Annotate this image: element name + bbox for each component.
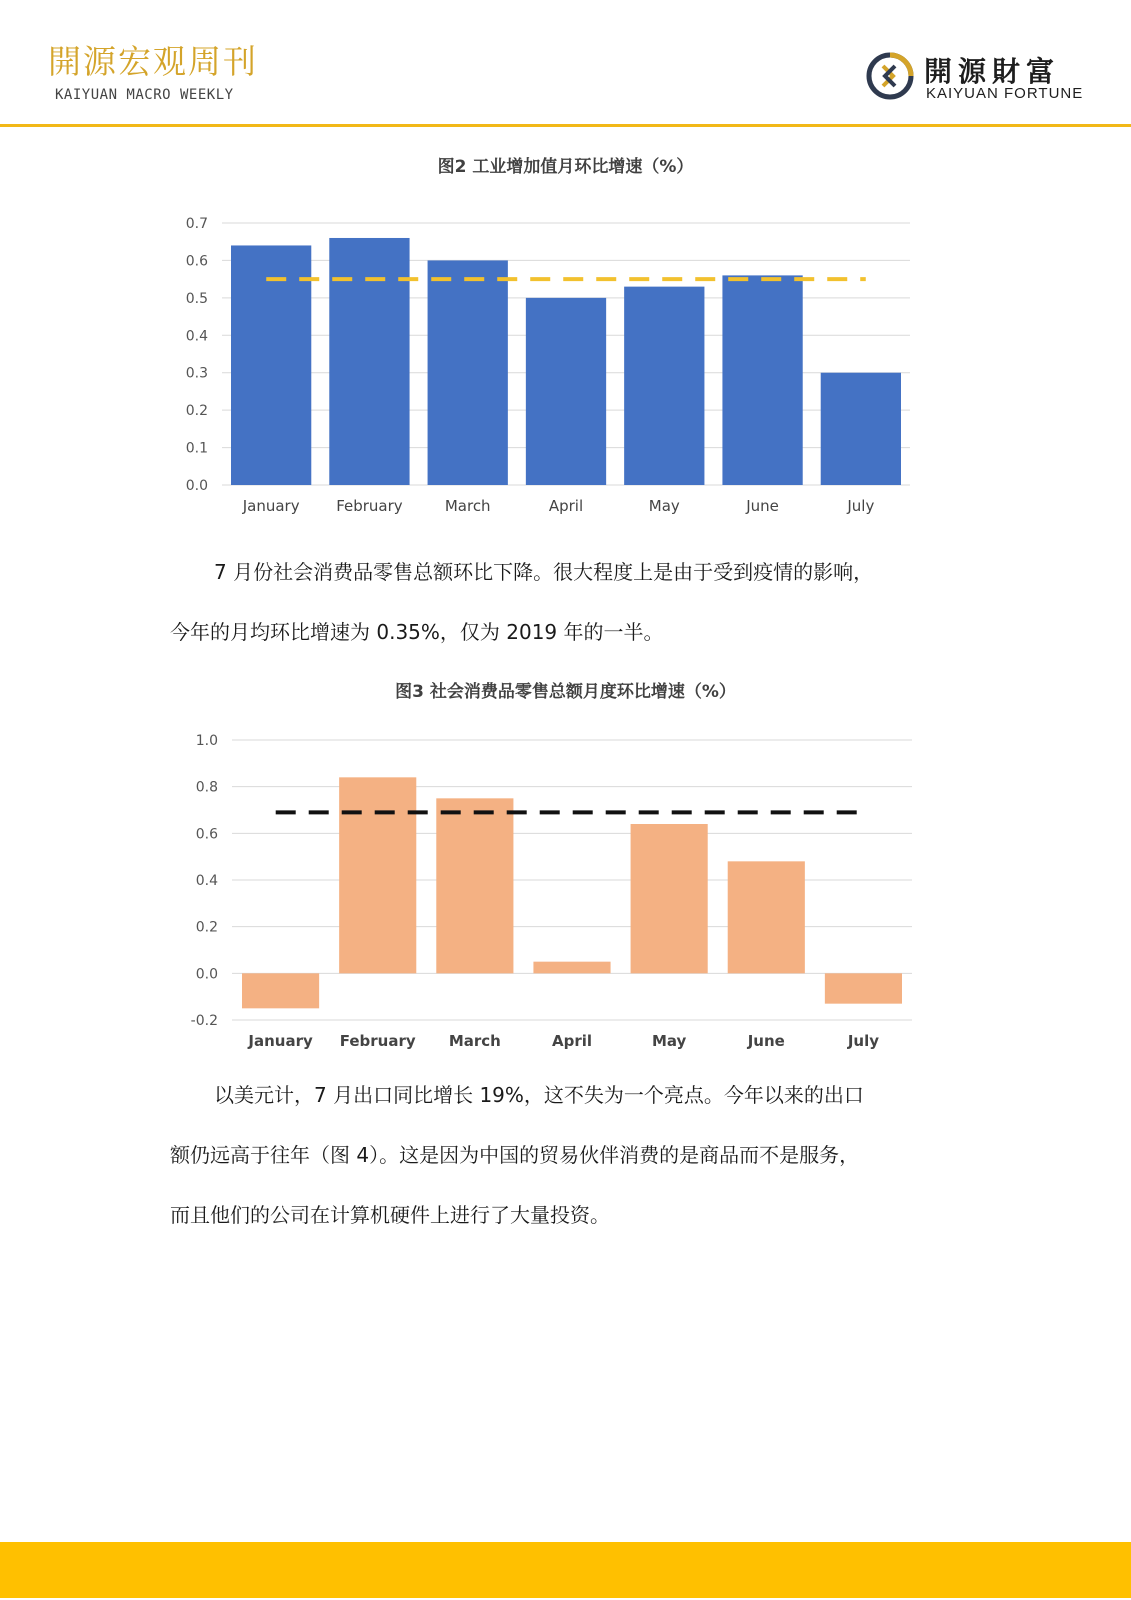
fig3-xtick-label: March <box>448 1032 501 1050</box>
fig2-ytick-label: 0.6 <box>185 253 208 270</box>
fig3-ytick-label: 0.4 <box>195 873 218 889</box>
fig2-ytick-label: 0.4 <box>185 328 208 345</box>
fig2-xtick-label: February <box>336 497 403 515</box>
fig3-ytick-label: -0.2 <box>190 1013 218 1029</box>
fig2-ytick-label: 0.5 <box>185 290 208 307</box>
fig3-xtick-label: June <box>747 1032 785 1050</box>
fig3-ytick-label: 0.0 <box>195 966 218 983</box>
fig2-xtick-label: April <box>548 497 584 515</box>
fig3-bar <box>631 824 708 973</box>
fig3-bar <box>436 798 513 973</box>
fig3-xtick-label: April <box>551 1032 593 1050</box>
figure2-chart <box>150 195 930 529</box>
header-divider <box>0 124 1131 127</box>
figure3-title: 图3 社会消费品零售总额月度环比增速（%） <box>395 682 736 702</box>
publication-title: 開源宏观周刊 <box>48 42 258 81</box>
fig2-xtick-label: May <box>648 497 680 515</box>
figure3-chart <box>150 720 930 1064</box>
paragraph-exports <box>170 1065 960 1245</box>
figure3-svg <box>150 720 930 1060</box>
fig3-ytick-label: 1.0 <box>195 733 218 749</box>
fig3-ytick-label: 0.2 <box>195 919 218 936</box>
fig3-xtick-label: January <box>248 1032 313 1050</box>
fig3-xtick-label: July <box>847 1032 880 1050</box>
fig3-bar <box>242 973 319 1008</box>
fig2-ytick-label: 0.1 <box>185 440 208 457</box>
fig3-xtick-label: February <box>339 1032 416 1050</box>
fig2-bar <box>329 238 409 485</box>
page-header <box>0 0 1131 126</box>
fig2-xtick-label: March <box>444 497 491 515</box>
fig2-bar <box>821 373 901 485</box>
fig2-xtick-label: January <box>242 497 300 515</box>
fig2-bar <box>624 287 704 485</box>
kaiyuan-logo-icon <box>866 52 914 100</box>
footer-bar <box>0 1542 1131 1598</box>
fig3-xtick-label: May <box>651 1032 687 1050</box>
fig3-ytick-label: 0.8 <box>195 779 218 796</box>
company-name-en: KAIYUAN FORTUNE <box>926 85 1084 102</box>
fig3-ytick-label: 0.6 <box>195 826 218 843</box>
fig2-ytick-label: 0.2 <box>185 403 208 420</box>
company-name-cn: 開源財富 <box>924 55 1061 88</box>
fig3-bar <box>825 973 902 1003</box>
paragraph-line: 今年的月均环比增速为 0.35%，仅为 2019 年的一半。 <box>170 620 664 644</box>
paragraph-line: 以美元计，7 月出口同比增长 19%，这不失为一个亮点。今年以来的出口 <box>214 1083 864 1107</box>
figure2-svg <box>150 195 930 525</box>
fig2-bar <box>231 245 311 485</box>
fig2-xtick-label: July <box>847 497 875 515</box>
fig3-bar <box>728 861 805 973</box>
fig2-bar <box>428 260 508 485</box>
fig3-bar <box>533 962 610 974</box>
fig2-xtick-label: June <box>746 497 779 515</box>
fig2-bar <box>722 275 802 485</box>
paragraph-line: 额仍远高于往年（图 4）。这是因为中国的贸易伙伴消费的是商品而不是服务， <box>170 1143 860 1167</box>
paragraph-line: 而且他们的公司在计算机硬件上进行了大量投资。 <box>170 1203 610 1227</box>
fig2-ytick-label: 0.3 <box>185 365 208 382</box>
figure2-title: 图2 工业增加值月环比增速（%） <box>437 157 694 177</box>
paragraph-line: 7 月份社会消费品零售总额环比下降。很大程度上是由于受到疫情的影响， <box>214 560 874 584</box>
fig2-bar <box>526 298 606 485</box>
publication-subtitle: KAIYUAN MACRO WEEKLY <box>55 87 234 103</box>
fig2-ytick-label: 0.7 <box>185 216 208 232</box>
fig2-ytick-label: 0.0 <box>185 478 208 494</box>
fig3-bar <box>339 777 416 973</box>
paragraph-retail-sales <box>170 542 960 662</box>
